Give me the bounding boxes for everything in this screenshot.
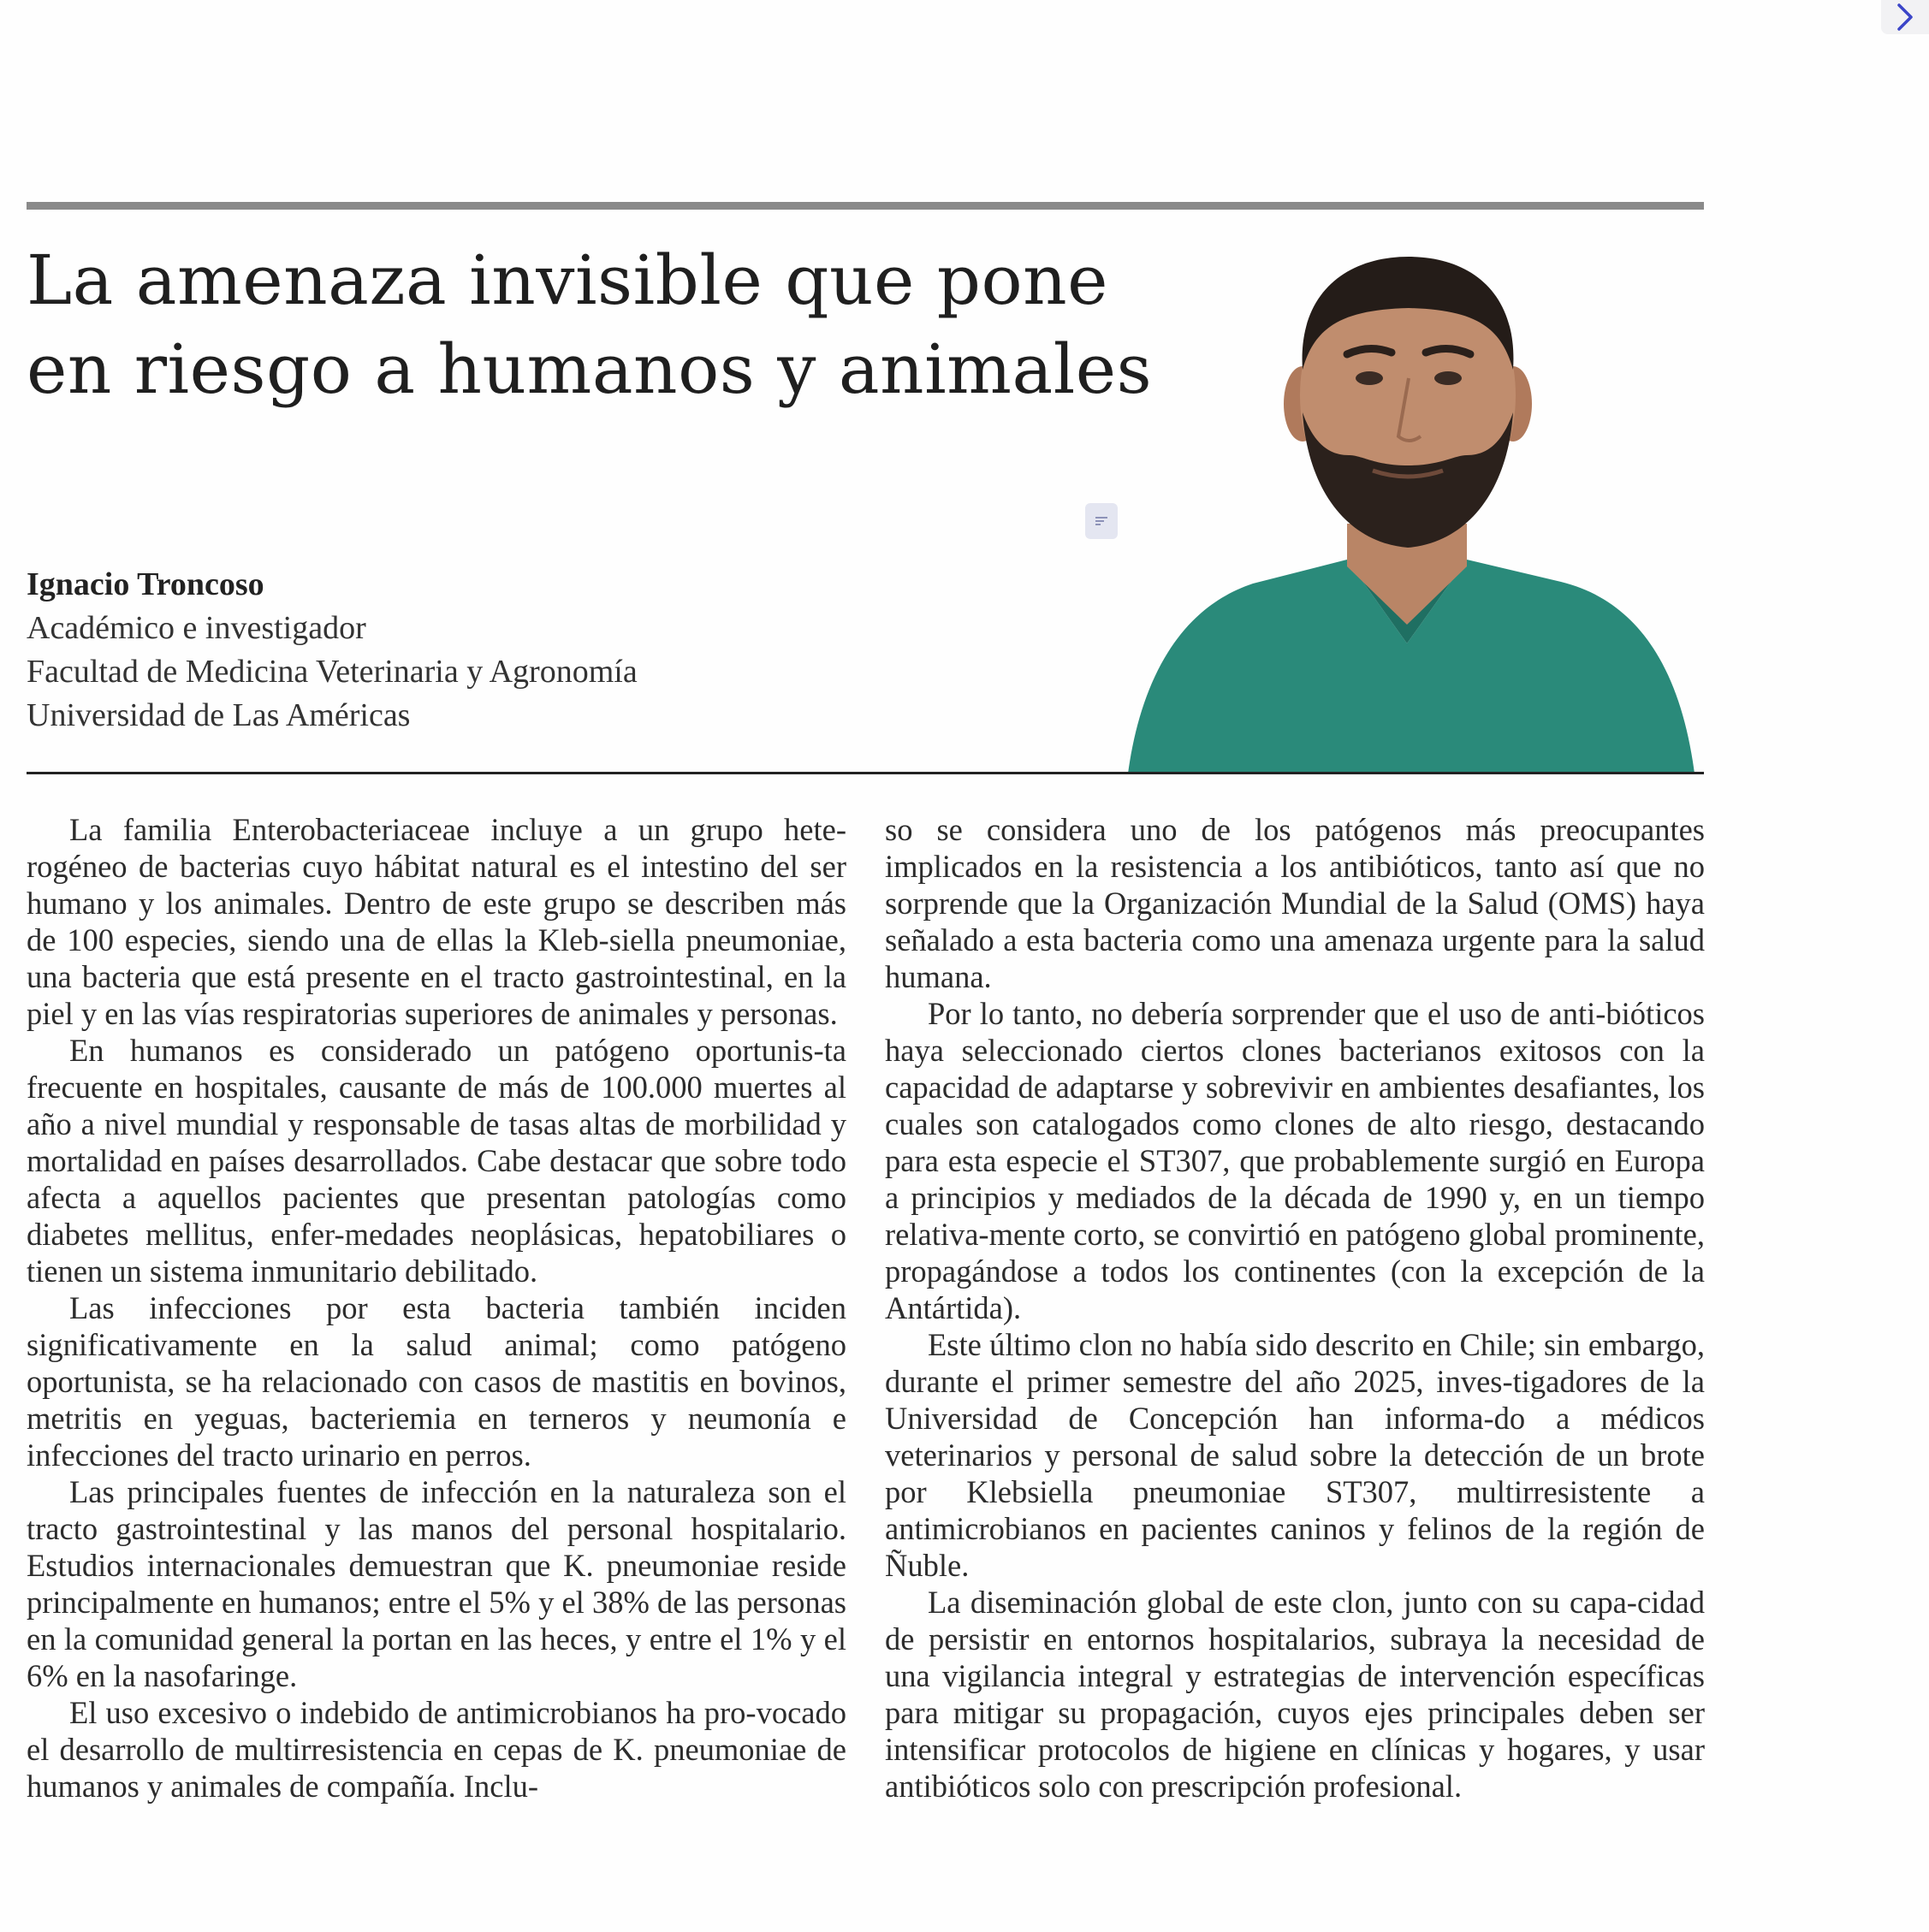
chevron-right-icon [1896,3,1914,32]
author-block [27,563,1054,738]
author-university: Universidad de Las Américas [27,697,411,733]
author-role: Académico e investigador [27,610,366,646]
header-divider [27,772,1704,774]
paragraph: La diseminación global de este clon, junto con su capa-cidad de persistir en entornos hospitalarios, subraya la necesidad de una vigilancia integral y estrategias de intervención específicas para mitigar su propagación, cuyos ejes principales deben ser intensificar protocolos de higiene en clínicas y hogares, y usar antibióticos solo con prescripción profesional. [885,1585,1705,1804]
paragraph: El uso excesivo o indebido de antimicrobianos ha pro-vocado el desarrollo de multirresistencia en cepas de K. pneumoniae de humanos y animales de compañía. Inclu- [27,1695,846,1804]
paragraph: Este último clon no había sido descrito en Chile; sin embargo, durante el primer semestre del año 2025, inves-tigadores de la Universidad de Concepción han informa-do a médicos veterinarios y personal de salud sobre la detección de un brote por Klebsiella pneumoniae ST307, multirresistente a antimicrobianos en pacientes caninos y felinos de la región de Ñuble. [885,1327,1705,1583]
headline-line-2: en riesgo a humanos y animales [27,329,1153,409]
author-name: Ignacio Troncoso [27,566,264,602]
paragraph: La familia Enterobacteriaceae incluye a un grupo hete-rogéneo de bacterias cuyo hábitat natural es el intestino del ser humano y los animales. Dentro de este grupo se describen más de 100 especies, siendo una de ellas la Kleb-siella pneumoniae, una bacteria que está presente en el tracto gastrointestinal, en la piel y en las vías respiratorias superiores de animales y personas. [27,812,846,1031]
paragraph: En humanos es considerado un patógeno oportunis-ta frecuente en hospitales, causante de más de 100.000 muertes al año a nivel mundial y responsable de tasas altas de morbilidad y mortalidad en países desarrollados. Cabe destacar que sobre todo afecta a aquellos pacientes que presentan patologías como diabetes mellitus, enfer-medades neoplásicas, hepatobiliares o tienen un sistema inmunitario debilitado. [27,1033,846,1289]
headline-line-1: La amenaza invisible que pone [27,240,1108,320]
paragraph: Las infecciones por esta bacteria también inciden significativamente en la salud animal; como patógeno oportunista, se ha relacionado con casos de mastitis en bovinos, metritis en yeguas, bacteriemia en terneros y neumonía e infecciones del tracto urinario en perros. [27,1290,846,1473]
next-page-button[interactable] [1881,0,1929,34]
right-column [885,811,1705,1805]
top-divider [27,202,1704,210]
author-photo [1116,241,1706,773]
left-column [27,811,846,1805]
paragraph: so se considera uno de los patógenos más preocupantes implicados en la resistencia a los antibióticos, tanto así que no sorprende que la Organización Mundial de la Salud (OMS) haya señalado a esta bacteria como una amenaza urgente para la salud humana. [885,812,1705,994]
paragraph: Por lo tanto, no debería sorprender que el uso de anti-bióticos haya seleccionado ciertos clones bacterianos exitosos con la capacidad de adaptarse y sobrevivir en ambientes desafiantes, los cuales son catalogados como clones de alto riesgo, destacando para esta especie el ST307, que probablemente surgió en Europa a principios y mediados de la década de 1990 y, en un tiempo relativa-mente corto, se convirtió en patógeno global prominente, propagándose a todos los continentes (con la excepción de la Antártida). [885,996,1705,1325]
author-faculty: Facultad de Medicina Veterinaria y Agronomía [27,654,638,690]
article-headline [27,236,1153,414]
paragraph: Las principales fuentes de infección en la naturaleza son el tracto gastrointestinal y las manos del personal hospitalario. Estudios internacionales demuestran que K. pneumoniae reside principalmente en humanos; entre el 5% y el 38% de las personas en la comunidad general la portan en las heces, y entre el 1% y el 6% en la nasofaringe. [27,1474,846,1693]
comment-icon[interactable] [1085,503,1118,539]
